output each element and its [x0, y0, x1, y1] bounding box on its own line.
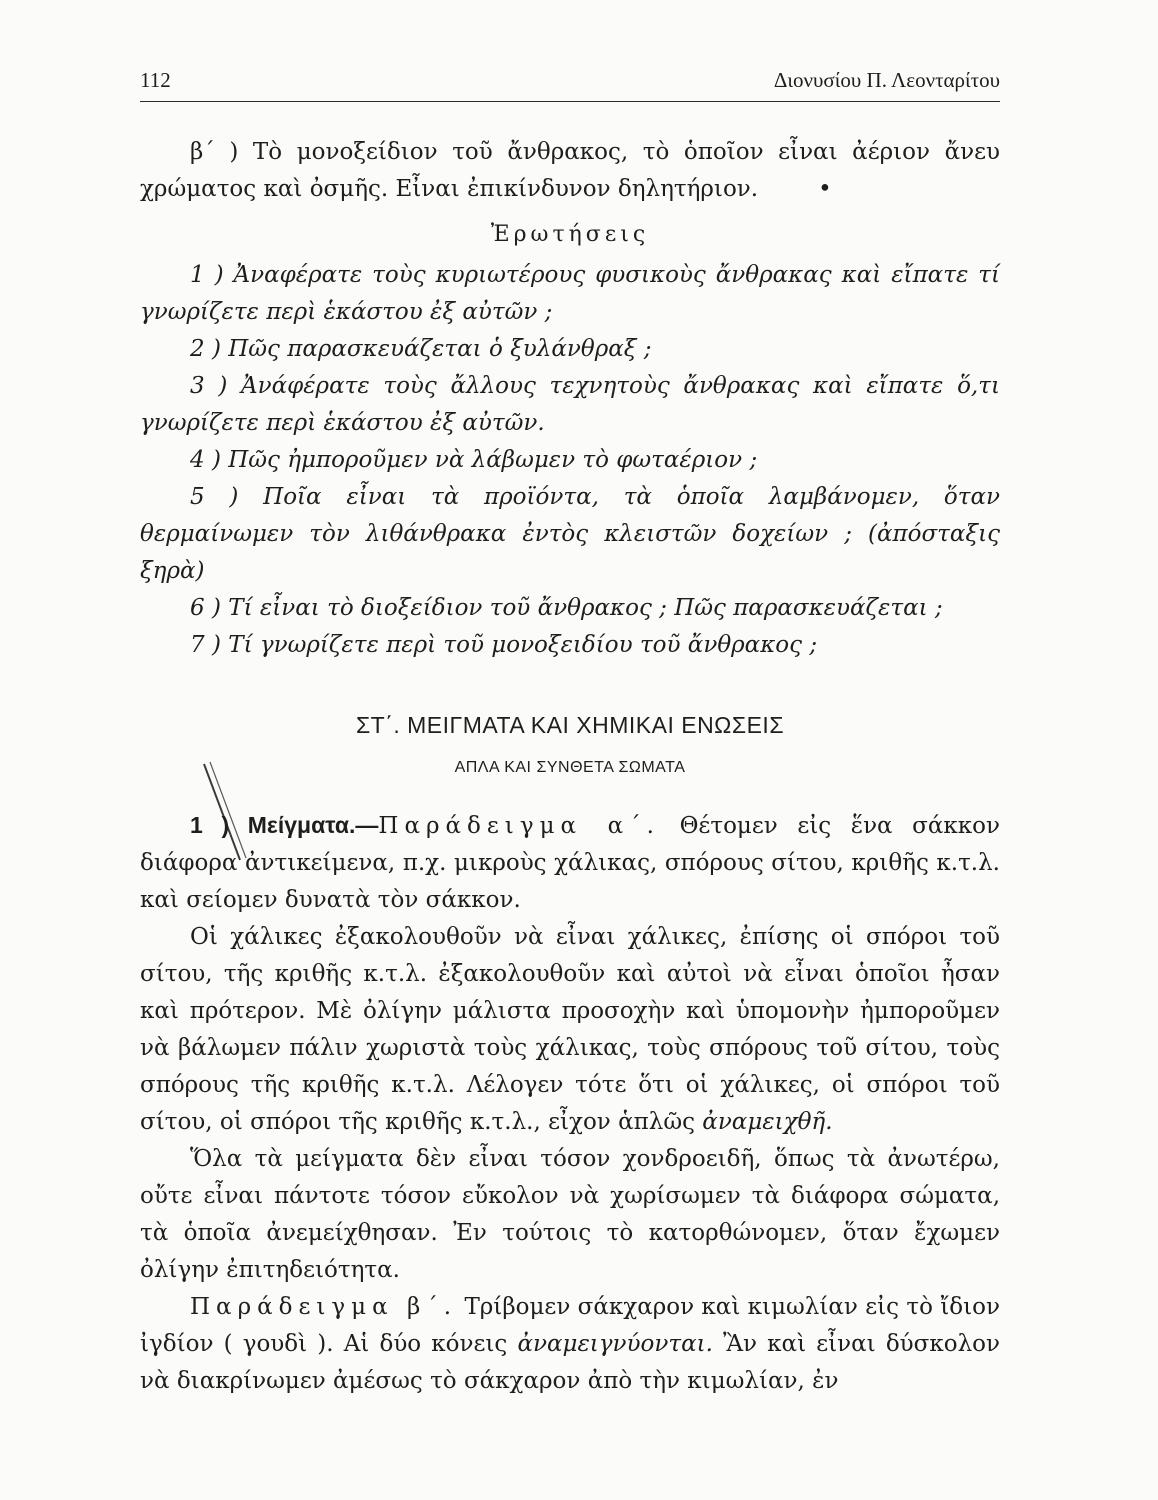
book-page — [140, 68, 1000, 1400]
intro-paragraph: β΄ ) Τὸ μονοξείδιον τοῦ ἄνθρακος, τὸ ὁποῖον εἶναι ἀέριον ἄνευ χρώματος καὶ ὀσμῆς. Εἶναι ἐπικίνδυνον δηλητήριον. • — [140, 139, 1000, 202]
questions-heading: Ἐρωτήσεις — [490, 222, 650, 247]
question-item: 3 ) Ἀνάφέρατε τοὺς ἄλλους τεχνητοὺς ἄνθρακας καὶ εἴπατε ὅ,τι γνωρίζετε περὶ ἑκάστου ἐξ αὐτῶν. — [140, 373, 1000, 436]
chapter-title: ΣΤ΄. ΜΕΙΓΜΑΤΑ ΚΑΙ ΧΗΜΙΚΑΙ ΕΝΩΣΕΙΣ — [355, 712, 785, 738]
question-item: 5 ) Ποῖα εἶναι τὰ προϊόντα, τὰ ὁποῖα λαμβάνομεν, ὅταν θερμαίνωμεν τὸν λιθάνθρακα ἐντὸς κλειστῶν δοχείων ; (ἀπόσταξις ξηρὰ) — [140, 484, 1000, 584]
example-label: Παράδειγμα β΄. — [190, 1294, 458, 1320]
stray-mark: • — [818, 176, 832, 202]
question-item: 1 ) Ἀναφέρατε τοὺς κυριωτέρους φυσικοὺς ἄνθρακας καὶ εἴπατε τί γνωρίζετε περὶ ἑκάστου ἐξ αὐτῶν ; — [140, 262, 1000, 325]
example-label: Παράδειγμα α΄. — [378, 813, 660, 839]
question-item: 4 ) Πῶς ἠμποροῦμεν νὰ λάβωμεν τὸ φωταέριον ; — [190, 447, 758, 473]
section-lead: 1 ) Μείγματα.— — [190, 812, 379, 838]
page-number: 112 — [140, 68, 171, 92]
emphasis: ἀναμειχθῆ. — [702, 1109, 833, 1135]
question-item: 6 ) Τί εἶναι τὸ διοξείδιον τοῦ ἄνθρακος ; Πῶς παρασκευάζεται ; — [190, 595, 943, 621]
paragraph-example-a: 1 ) Μείγματα.—Παράδειγμα α΄. Θέτομεν εἰς ἕνα σάκκον διάφορα ἀντικείμενα, π.χ. μικροὺς χάλικας, σπόρους σίτου, κριθῆς κ.τ.λ. καὶ σείομεν δυνατὰ τὸν σάκκον. — [140, 812, 1000, 913]
paragraph-3: Ὅλα τὰ μείγματα δὲν εἶναι τόσον χονδροειδῆ, ὅπως τὰ ἀνωτέρω, οὔτε εἶναι πάντοτε τόσον εὔκολον νὰ χωρίσωμεν τὰ διάφορα σώματα, τὰ ὁποῖα ἀνεμείχθησαν. Ἐν τούτοις τὸ κατορθώνομεν, ὅταν ἔχωμεν ὀλίγην ἐπιτηδειότητα. — [140, 1146, 1000, 1283]
section-mixtures — [140, 807, 1000, 1400]
questions-list — [140, 257, 1000, 664]
question-item: 7 ) Τί γνωρίζετε περὶ τοῦ μονοξειδίου τοῦ ἄνθρακος ; — [190, 632, 818, 658]
chapter-subtitle: ΑΠΛΑ ΚΑΙ ΣΥΝΘΕΤΑ ΣΩΜΑΤΑ — [454, 759, 686, 776]
page-header — [140, 68, 1000, 102]
question-item: 2 ) Πῶς παρασκευάζεται ὁ ξυλάνθραξ ; — [190, 336, 652, 362]
running-head-author: Διονυσίου Π. Λεονταρίτου — [773, 68, 1000, 92]
paragraph-example-b: Παράδειγμα β΄. Τρίβομεν σάκχαρον καὶ κιμωλίαν εἰς τὸ ἴδιον ἰγδίον ( γουδὶ ). Αἱ δύο κόνεις ἀναμειγνύονται. Ἂν καὶ εἶναι δύσκολον νὰ διακρίνωμεν ἀμέσως τὸ σάκχαρον ἀπὸ τὴν κιμωλίαν, ἐν — [140, 1294, 1001, 1394]
emphasis: ἀναμειγνύονται. — [517, 1331, 713, 1357]
paragraph-2: Οἱ χάλικες ἐξακολουθοῦν νὰ εἶναι χάλικες, ἐπίσης οἱ σπόροι τοῦ σίτου, τῆς κριθῆς κ.τ.λ. ἐξακολουθοῦν καὶ αὐτοὶ νὰ εἶναι ὁποῖοι ἦσαν καὶ πρότερον. Μὲ ὀλίγην μάλιστα προσοχὴν καὶ ὑπομονὴν ἠμποροῦμεν νὰ βάλωμεν πάλιν χωριστὰ τοὺς χάλικας, τοὺς σπόρους τοῦ σίτου, τοὺς σπόρους τῆς κριθῆς κ.τ.λ. Λέλογεν τότε ὅτι οἱ χάλικες, οἱ σπόροι τοῦ σίτου, οἱ σπόροι τῆς κριθῆς κ.τ.λ., εἶχον ἁπλῶς ἀναμειχθῆ. — [140, 924, 1000, 1135]
